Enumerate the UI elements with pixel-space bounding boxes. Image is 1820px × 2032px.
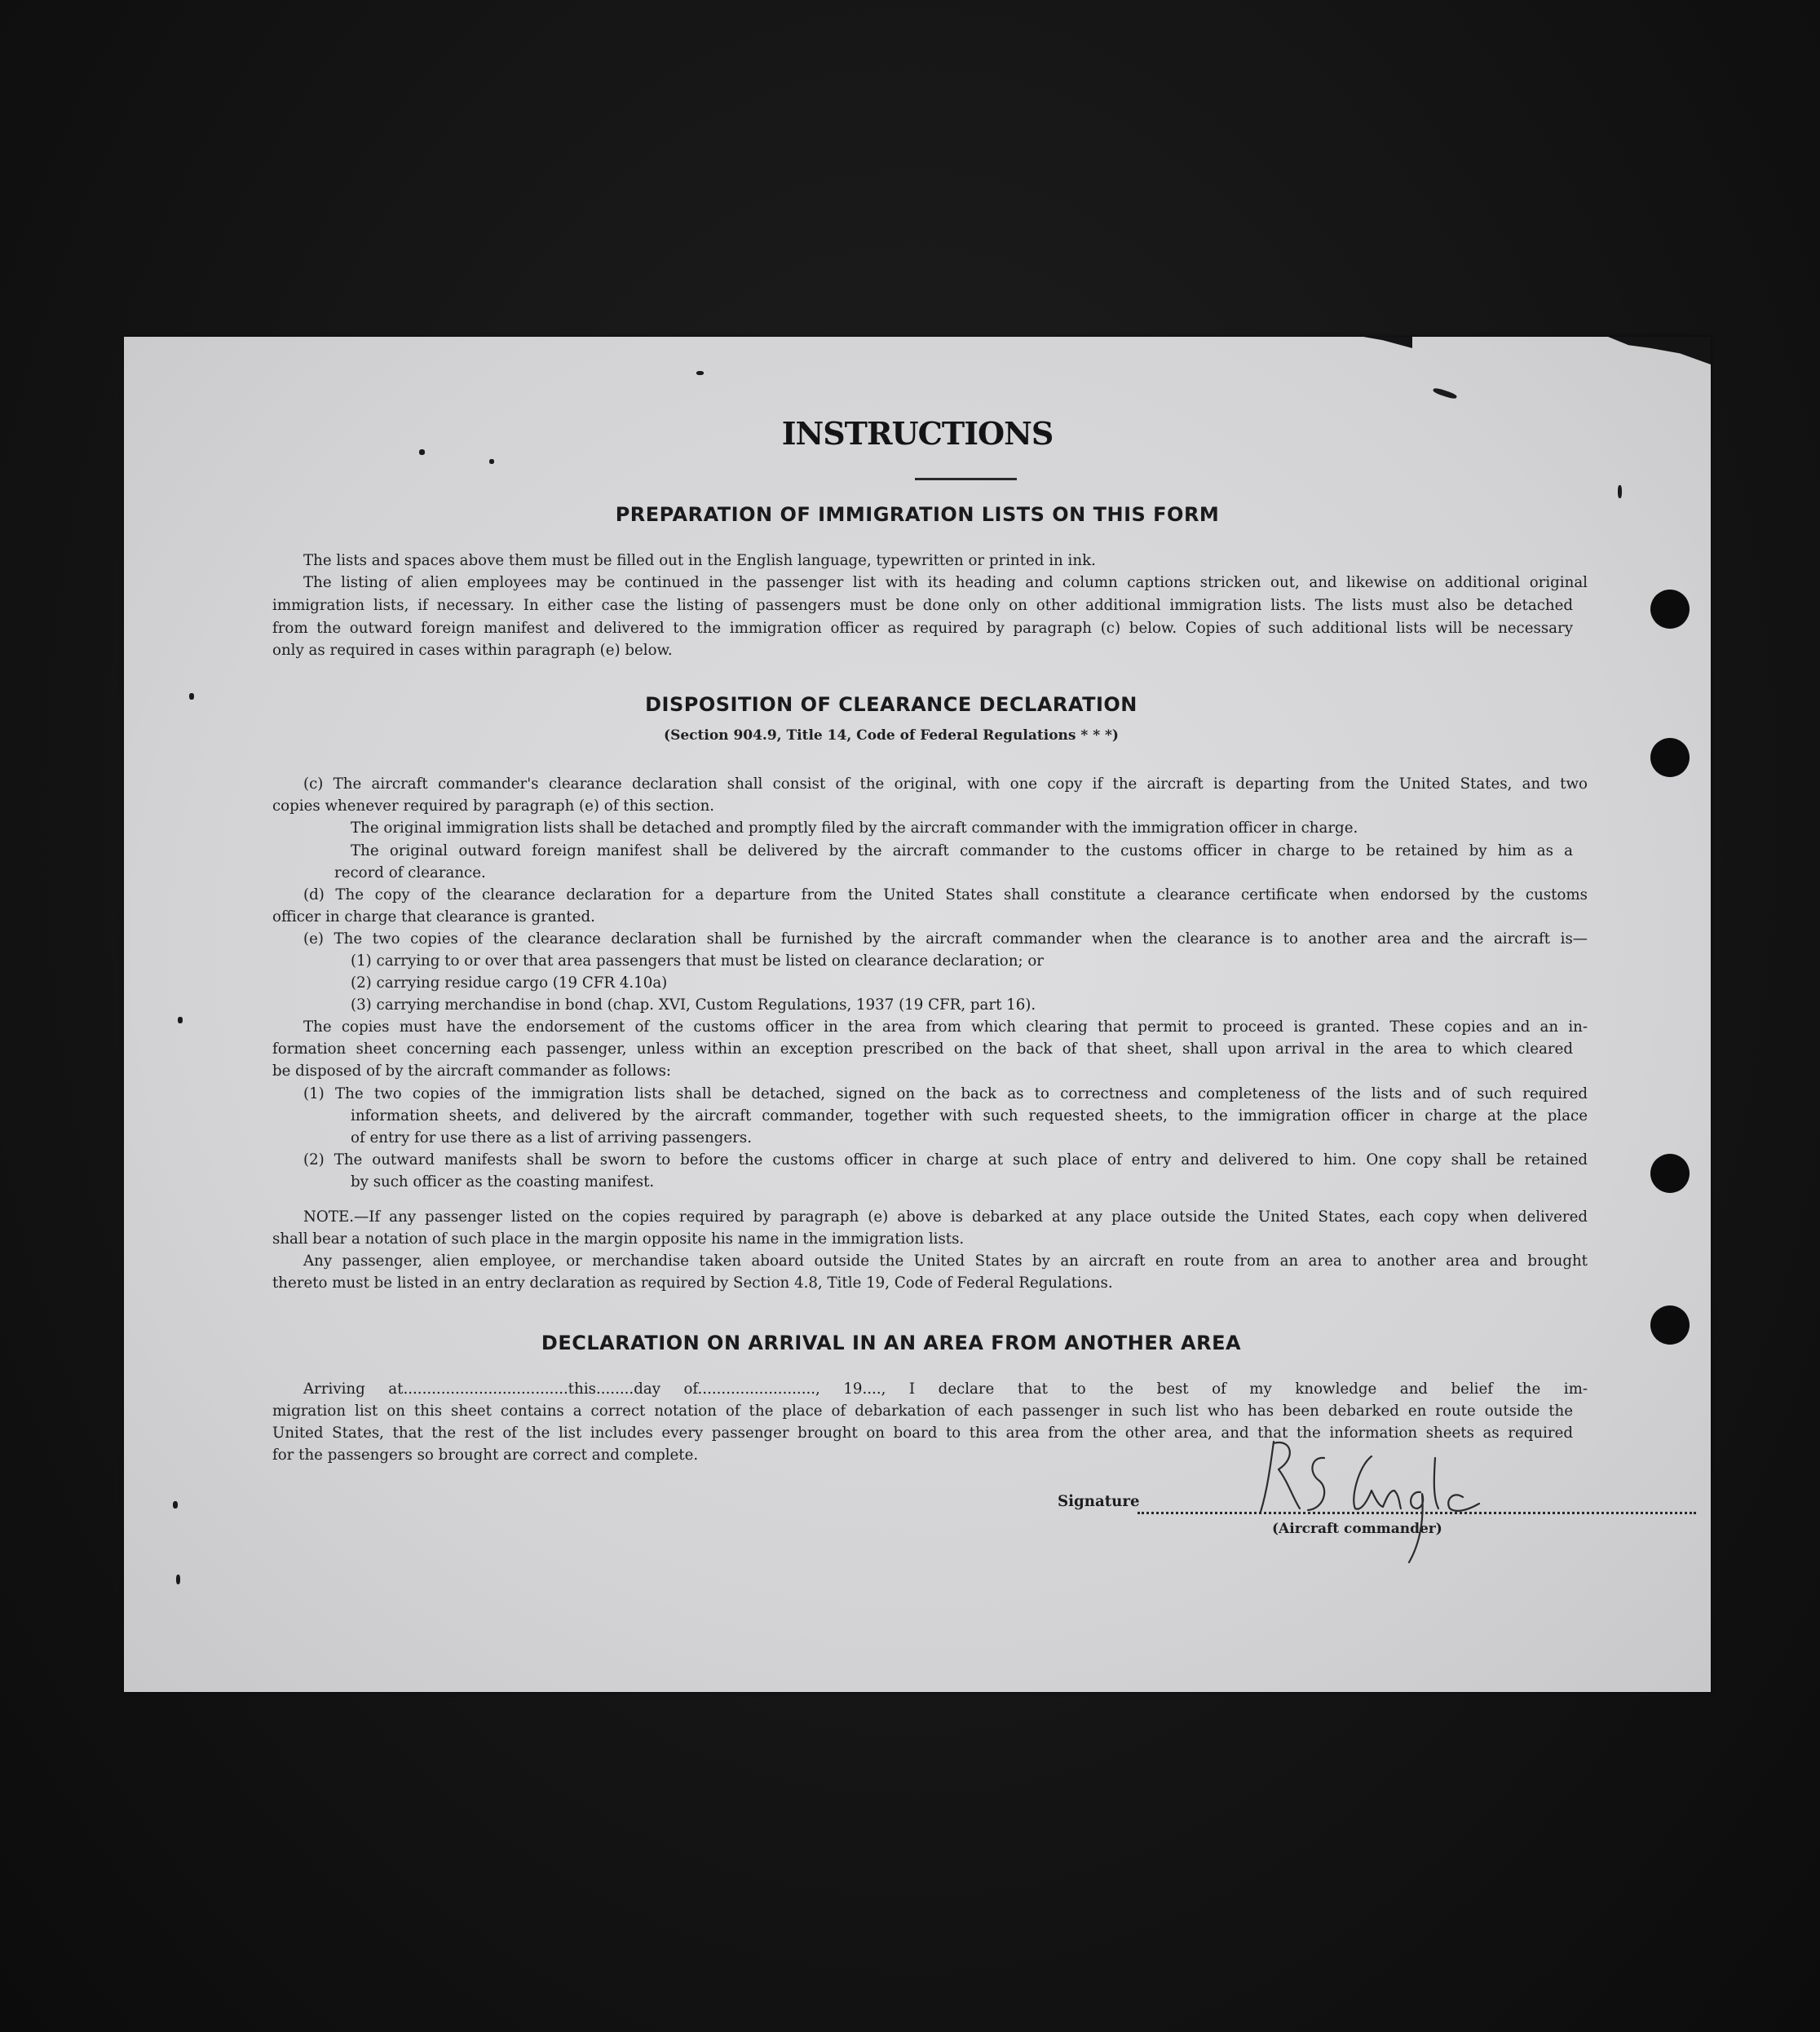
paragraph-line: The original outward foreign manifest shall be delivered by the aircraft commander to the customs officer in charge to be retained by him as a bbox=[351, 842, 1573, 859]
paragraph-line: (d) The copy of the clearance declaration for a departure from the United States shall constitute a clearance certificate when endorsed by the customs bbox=[303, 886, 1588, 903]
speck bbox=[1618, 485, 1622, 498]
paragraph-line: copies whenever required by paragraph (e) of this section. bbox=[272, 797, 715, 815]
list-item: (2) The outward manifests shall be sworn to before the customs officer in charge at such place of entry and delivered to him. One copy shall be retained bbox=[303, 1151, 1588, 1168]
note-line: NOTE.—If any passenger listed on the copies required by paragraph (e) above is debarked at any place outside the United States, each copy when delivered bbox=[303, 1208, 1588, 1226]
torn-edge bbox=[1363, 337, 1412, 348]
punch-hole bbox=[1650, 1154, 1690, 1193]
note-line: shall bear a notation of such place in the margin opposite his name in the immigration lists. bbox=[272, 1230, 965, 1248]
paragraph-line: formation sheet concerning each passenger, unless within an exception prescribed on the back of that sheet, shall upon arrival in the area to which cleared bbox=[272, 1040, 1573, 1058]
speck bbox=[489, 459, 494, 464]
list-item: of entry for use there as a list of arriving passengers. bbox=[351, 1129, 752, 1146]
paragraph-line: (c) The aircraft commander's clearance declaration shall consist of the original, with one copy if the aircraft is departing from the United States, and two bbox=[303, 775, 1588, 793]
declaration-line: migration list on this sheet contains a correct notation of the place of debarkation of each passenger in such list who has been debarked en route outside the bbox=[272, 1403, 1573, 1420]
list-item: by such officer as the coasting manifest. bbox=[351, 1173, 655, 1190]
title-underline bbox=[915, 478, 1017, 480]
list-item: (2) carrying residue cargo (19 CFR 4.10a) bbox=[351, 974, 668, 992]
paragraph-line: be disposed of by the aircraft commander as follows: bbox=[272, 1062, 672, 1080]
list-item: (1) carrying to or over that area passengers that must be listed on clearance declaration; or bbox=[351, 952, 1044, 970]
section-heading-preparation: PREPARATION OF IMMIGRATION LISTS ON THIS FORM bbox=[615, 503, 1220, 526]
signature-caption: (Aircraft commander) bbox=[1272, 1521, 1442, 1537]
paragraph-line: The original immigration lists shall be detached and promptly filed by the aircraft commander with the immigration officer in charge. bbox=[351, 819, 1358, 837]
speck bbox=[696, 371, 704, 375]
handwritten-signature bbox=[1249, 1433, 1486, 1572]
paragraph-line: immigration lists, if necessary. In either case the listing of passengers must be done only on other additional immigration lists. The lists must also be detached bbox=[272, 597, 1573, 614]
declaration-line: United States, that the rest of the list includes every passenger brought on board to this area from the other area, and that the information sheets as required bbox=[272, 1425, 1573, 1442]
paragraph-line: only as required in cases within paragraph (e) below. bbox=[272, 642, 673, 659]
punch-hole bbox=[1650, 738, 1690, 777]
paragraph-line: officer in charge that clearance is granted. bbox=[272, 908, 595, 925]
signature-label: Signature bbox=[1058, 1493, 1140, 1510]
paragraph-line: The listing of alien employees may be continued in the passenger list with its heading and column captions stricken out, and likewise on additional original bbox=[303, 574, 1588, 591]
torn-edge bbox=[1608, 337, 1711, 364]
paragraph-line: record of clearance. bbox=[334, 864, 486, 881]
section-heading-disposition: DISPOSITION OF CLEARANCE DECLARATION bbox=[645, 693, 1138, 716]
paragraph-line: The copies must have the endorsement of the customs officer in the area from which clearing that permit to proceed is granted. These copies and an in- bbox=[303, 1018, 1588, 1036]
list-item: (3) carrying merchandise in bond (chap. XVI, Custom Regulations, 1937 (19 CFR, part 16). bbox=[351, 996, 1036, 1014]
list-item: information sheets, and delivered by the aircraft commander, together with such requested sheets, to the immigration officer in charge at the place bbox=[351, 1107, 1588, 1124]
paragraph-line: from the outward foreign manifest and delivered to the immigration officer as required by paragraph (c) below. Copies of such additional lists will be necessary bbox=[272, 620, 1573, 637]
speck bbox=[173, 1501, 178, 1509]
speck bbox=[176, 1575, 180, 1584]
section-citation: (Section 904.9, Title 14, Code of Federal Regulations * * *) bbox=[664, 727, 1119, 744]
punch-hole bbox=[1650, 590, 1690, 629]
page-title: INSTRUCTIONS bbox=[781, 415, 1054, 452]
declaration-line: Arriving at...................................this........day of........................., 19...., I declare that to the best of my knowledge and belief the im- bbox=[303, 1380, 1588, 1398]
section-heading-declaration: DECLARATION ON ARRIVAL IN AN AREA FROM ANOTHER AREA bbox=[541, 1332, 1242, 1354]
form-page bbox=[124, 337, 1711, 1692]
note-line: Any passenger, alien employee, or merchandise taken aboard outside the United States by an aircraft en route from an area to another area and brought bbox=[303, 1252, 1588, 1270]
note-line: thereto must be listed in an entry declaration as required by Section 4.8, Title 19, Code of Federal Regulations. bbox=[272, 1274, 1113, 1292]
declaration-line: for the passengers so brought are correct and complete. bbox=[272, 1447, 699, 1464]
speck bbox=[178, 1017, 183, 1023]
paragraph-line: (e) The two copies of the clearance declaration shall be furnished by the aircraft commander when the clearance is to another area and the aircraft is— bbox=[303, 930, 1588, 948]
paragraph-line: The lists and spaces above them must be filled out in the English language, typewritten or printed in ink. bbox=[303, 552, 1096, 569]
speck bbox=[1433, 387, 1458, 400]
list-item: (1) The two copies of the immigration lists shall be detached, signed on the back as to correctness and completeness of the lists and of such required bbox=[303, 1085, 1588, 1102]
